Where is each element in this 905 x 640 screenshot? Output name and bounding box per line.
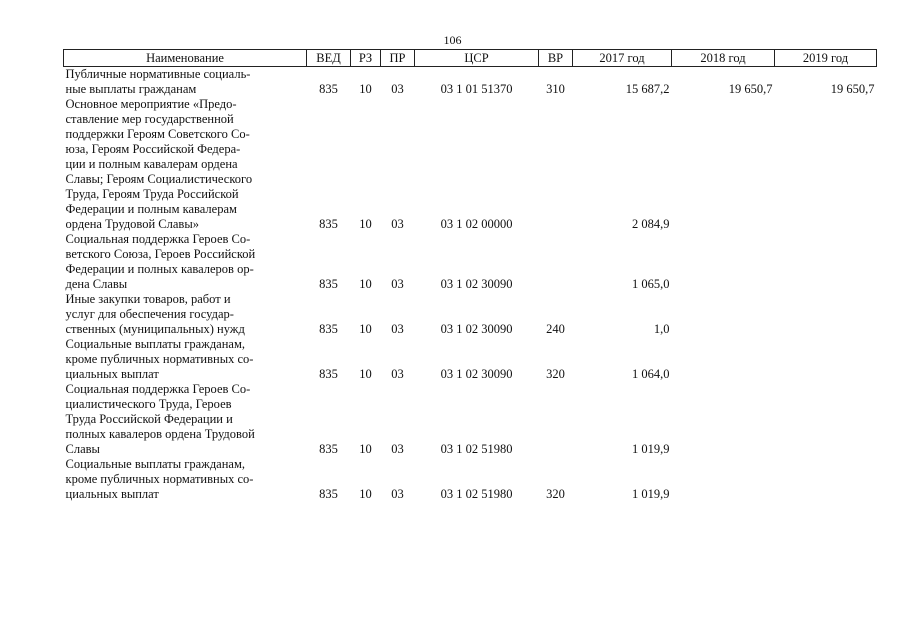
cell-2019 [775, 337, 877, 382]
cell-2019 [775, 292, 877, 337]
cell-vr [539, 97, 573, 232]
row-name-line: циалистического Труда, Героев [65, 397, 232, 411]
table-row [64, 337, 877, 382]
cell-pr: 03 [391, 322, 404, 336]
column-header-rz: РЗ [351, 50, 381, 67]
column-header-pr: ПР [381, 50, 415, 67]
row-name-line: ственных (муниципальных) нужд [65, 322, 245, 336]
cell-rz: 10 [359, 277, 372, 291]
row-name-line: Славы; Героям Социалистического [65, 172, 253, 186]
cell-2018 [672, 97, 775, 232]
row-name-line: циальных выплат [65, 367, 159, 381]
row-name [64, 67, 307, 98]
cell-2017: 1 019,9 [632, 487, 670, 501]
row-name-line: поддержки Героям Советского Со- [65, 127, 250, 141]
cell-2018: 19 650,7 [728, 82, 773, 96]
cell-csr: 03 1 02 30090 [440, 322, 513, 336]
cell-rz: 10 [359, 217, 372, 231]
row-name-line: ордена Трудовой Славы» [65, 217, 199, 231]
cell-2017: 1 019,9 [632, 442, 670, 456]
cell-csr: 03 1 02 30090 [440, 277, 513, 291]
cell-pr: 03 [391, 82, 404, 96]
cell-2017: 1 065,0 [632, 277, 670, 291]
cell-2019: 19 650,7 [830, 82, 875, 96]
cell-vr: 320 [546, 487, 565, 501]
table-row [64, 292, 877, 337]
row-name-line: Славы [65, 442, 100, 456]
cell-ved: 835 [319, 277, 338, 291]
row-name [64, 382, 307, 457]
cell-csr: 03 1 02 00000 [440, 217, 513, 231]
row-name-line: Федерации и полным кавалерам [65, 202, 237, 216]
row-name-line: юза, Героям Российской Федера- [65, 142, 241, 156]
cell-csr: 03 1 01 51370 [440, 82, 513, 96]
column-header-2017: 2017 год [573, 50, 672, 67]
column-header-csr: ЦСР [415, 50, 539, 67]
cell-pr: 03 [391, 487, 404, 501]
cell-2017: 1 064,0 [632, 367, 670, 381]
table-row [64, 232, 877, 292]
cell-csr: 03 1 02 30090 [440, 367, 513, 381]
table-body [64, 67, 877, 503]
cell-ved: 835 [319, 487, 338, 501]
cell-ved: 835 [319, 322, 338, 336]
row-name-line: ные выплаты гражданам [65, 82, 197, 96]
row-name-line: дена Славы [65, 277, 128, 291]
cell-2018 [672, 337, 775, 382]
cell-ved: 835 [319, 217, 338, 231]
row-name-line: Социальные выплаты гражданам, [65, 337, 246, 351]
row-name-line: полных кавалеров ордена Трудовой [65, 427, 255, 441]
page-number: 106 [443, 33, 462, 47]
row-name [64, 292, 307, 337]
row-name-line: Социальные выплаты гражданам, [65, 457, 246, 471]
table-row [64, 67, 877, 98]
row-name-line: Основное мероприятие «Предо- [65, 97, 237, 111]
cell-ved: 835 [319, 82, 338, 96]
row-name-line: ставление мер государственной [65, 112, 234, 126]
cell-vr: 320 [546, 367, 565, 381]
cell-2018 [672, 382, 775, 457]
table-row [64, 457, 877, 502]
row-name-line: ции и полным кавалерам ордена [65, 157, 238, 171]
cell-vr: 240 [546, 322, 565, 336]
cell-vr [539, 232, 573, 292]
row-name-line: кроме публичных нормативных со- [65, 352, 254, 366]
row-name-line: Труда, Героям Труда Российской [65, 187, 239, 201]
cell-pr: 03 [391, 217, 404, 231]
table-row [64, 97, 877, 232]
column-header-ved: ВЕД [307, 50, 351, 67]
cell-2019 [775, 232, 877, 292]
cell-2017: 1,0 [653, 322, 670, 336]
row-name [64, 232, 307, 292]
cell-vr: 310 [546, 82, 565, 96]
cell-2018 [672, 457, 775, 502]
cell-csr: 03 1 02 51980 [440, 442, 513, 456]
cell-rz: 10 [359, 322, 372, 336]
cell-rz: 10 [359, 442, 372, 456]
cell-2018 [672, 232, 775, 292]
cell-pr: 03 [391, 442, 404, 456]
cell-rz: 10 [359, 367, 372, 381]
row-name-line: кроме публичных нормативных со- [65, 472, 254, 486]
row-name-line: Федерации и полных кавалеров ор- [65, 262, 254, 276]
cell-vr [539, 382, 573, 457]
column-header-2018: 2018 год [672, 50, 775, 67]
row-name [64, 337, 307, 382]
budget-table [63, 49, 877, 502]
cell-pr: 03 [391, 277, 404, 291]
cell-2018 [672, 292, 775, 337]
cell-2017: 15 687,2 [625, 82, 670, 96]
cell-ved: 835 [319, 442, 338, 456]
row-name-line: циальных выплат [65, 487, 159, 501]
cell-rz: 10 [359, 487, 372, 501]
cell-2019 [775, 97, 877, 232]
column-header-vr: ВР [539, 50, 573, 67]
row-name-line: Публичные нормативные социаль- [65, 67, 251, 81]
row-name-line: ветского Союза, Героев Российской [65, 247, 256, 261]
cell-ved: 835 [319, 367, 338, 381]
column-header-2019: 2019 год [775, 50, 877, 67]
row-name-line: Социальная поддержка Героев Со- [65, 382, 251, 396]
cell-2019 [775, 382, 877, 457]
column-header-name: Наименование [64, 50, 307, 67]
row-name [64, 457, 307, 502]
table-header-row [64, 50, 877, 67]
row-name-line: Иные закупки товаров, работ и [65, 292, 231, 306]
row-name-line: услуг для обеспечения государ- [65, 307, 234, 321]
cell-pr: 03 [391, 367, 404, 381]
cell-rz: 10 [359, 82, 372, 96]
cell-2017: 2 084,9 [632, 217, 670, 231]
row-name-line: Социальная поддержка Героев Со- [65, 232, 251, 246]
table-row [64, 382, 877, 457]
cell-csr: 03 1 02 51980 [440, 487, 513, 501]
cell-2019 [775, 457, 877, 502]
row-name [64, 97, 307, 232]
row-name-line: Труда Российской Федерации и [65, 412, 233, 426]
